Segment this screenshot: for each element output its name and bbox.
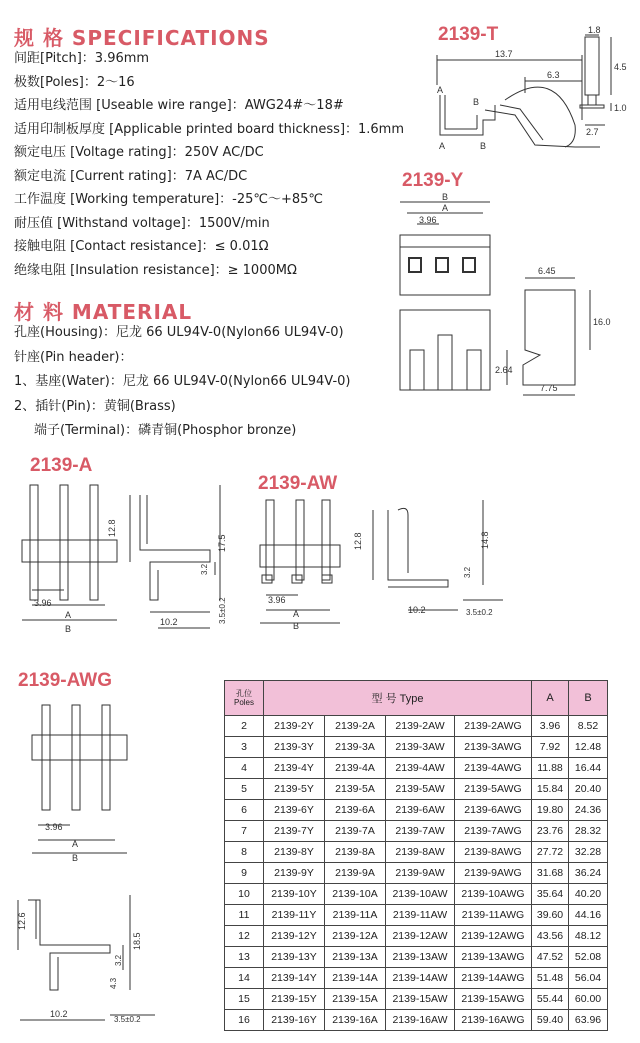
header-poles-en: Poles [233, 698, 254, 707]
table-cell-aw-model: 2139-14AW [386, 968, 455, 989]
table-row [225, 737, 608, 758]
table-cell-dim-b: 44.16 [569, 905, 608, 926]
table-cell-aw-model: 2139-9AW [386, 863, 455, 884]
table-cell-awg-model: 2139-4AWG [455, 758, 532, 779]
table-cell-dim-b: 52.08 [569, 947, 608, 968]
header-2139-aw-drawing [248, 495, 508, 635]
a-175-label: 17.5 [217, 534, 227, 552]
table-cell-y-model: 2139-15Y [264, 989, 325, 1010]
housing-2139-y-drawing [395, 190, 635, 400]
table-cell-poles: 16 [225, 1010, 264, 1031]
table-cell-dim-b: 56.04 [569, 968, 608, 989]
header-poles [225, 681, 264, 716]
spec-item-contact-resistance: 接触电阻 [Contact resistance]：≤ 0.01Ω [14, 239, 269, 254]
table-cell-a-model: 2139-3A [325, 737, 386, 758]
table-cell-a-model: 2139-10A [325, 884, 386, 905]
model-title-2139-t: 2139-T [438, 24, 499, 45]
model-title-2139-aw: 2139-AW [258, 473, 338, 494]
table-cell-poles: 6 [225, 800, 264, 821]
table-cell-poles: 12 [225, 926, 264, 947]
aw-a-label: A [293, 609, 300, 619]
table-cell-dim-b: 24.36 [569, 800, 608, 821]
table-cell-dim-a: 15.84 [532, 779, 569, 800]
table-cell-awg-model: 2139-11AWG [455, 905, 532, 926]
table-cell-dim-a: 19.80 [532, 800, 569, 821]
a-32-label: 3.2 [200, 563, 209, 575]
table-cell-dim-a: 7.92 [532, 737, 569, 758]
y-b-label: B [442, 192, 449, 202]
material-base: 1、基座(Water)：尼龙 66 UL94V-0(Nylon66 UL94V-0) [14, 374, 351, 389]
table-row [225, 758, 608, 779]
table-cell-y-model: 2139-3Y [264, 737, 325, 758]
a-a-label: A [65, 610, 72, 620]
table-cell-poles: 5 [225, 779, 264, 800]
spec-item-wire-range: 适用电线范围 [Useable wire range]：AWG24#～18# [14, 98, 344, 113]
table-cell-awg-model: 2139-2AWG [455, 716, 532, 737]
spec-item-voltage: 额定电压 [Voltage rating]：250V AC/DC [14, 145, 264, 160]
a-pitch-label: 3.96 [34, 598, 52, 608]
t-b-label-top: B [473, 97, 480, 107]
table-row [225, 842, 608, 863]
table-cell-dim-a: 47.52 [532, 947, 569, 968]
table-row [225, 863, 608, 884]
header-a: A [532, 681, 569, 716]
table-cell-a-model: 2139-11A [325, 905, 386, 926]
table-cell-dim-b: 20.40 [569, 779, 608, 800]
table-cell-dim-b: 12.48 [569, 737, 608, 758]
table-cell-dim-b: 60.00 [569, 989, 608, 1010]
table-cell-poles: 2 [225, 716, 264, 737]
table-cell-awg-model: 2139-12AWG [455, 926, 532, 947]
table-cell-aw-model: 2139-4AW [386, 758, 455, 779]
header-type: 型 号 Type [264, 681, 532, 716]
spec-item-board-thickness: 适用印制板厚度 [Applicable printed board thickness]：1.6mm [14, 121, 405, 137]
table-cell-y-model: 2139-5Y [264, 779, 325, 800]
table-cell-dim-b: 28.32 [569, 821, 608, 842]
table-cell-y-model: 2139-2Y [264, 716, 325, 737]
table-row [225, 926, 608, 947]
awg-pitch-label: 3.96 [45, 822, 63, 832]
y-264-label: 2.64 [495, 365, 513, 375]
table-cell-dim-a: 27.72 [532, 842, 569, 863]
spec-list [14, 47, 404, 282]
t-27-label: 2.7 [586, 127, 599, 137]
aw-b-label: B [293, 621, 300, 631]
table-cell-awg-model: 2139-8AWG [455, 842, 532, 863]
table-cell-y-model: 2139-12Y [264, 926, 325, 947]
table-cell-a-model: 2139-6A [325, 800, 386, 821]
table-cell-aw-model: 2139-10AW [386, 884, 455, 905]
table-cell-poles: 4 [225, 758, 264, 779]
t-a-label-bottom: A [439, 141, 446, 151]
table-cell-a-model: 2139-7A [325, 821, 386, 842]
table-cell-a-model: 2139-2A [325, 716, 386, 737]
table-cell-awg-model: 2139-6AWG [455, 800, 532, 821]
table-cell-a-model: 2139-16A [325, 1010, 386, 1031]
header-2139-awg-drawing [10, 695, 215, 1030]
t-18-label: 1.8 [588, 25, 601, 35]
table-cell-y-model: 2139-7Y [264, 821, 325, 842]
specifications-title: 规 格 SPECIFICATIONS [14, 26, 270, 50]
y-pitch-label: 3.96 [419, 215, 437, 225]
material-pin-header: 针座(Pin header)： [14, 349, 133, 365]
aw-102-label: 10.2 [408, 605, 426, 615]
table-cell-a-model: 2139-8A [325, 842, 386, 863]
t-len-label: 13.7 [495, 49, 513, 59]
table-row [225, 1010, 608, 1031]
table-cell-awg-model: 2139-9AWG [455, 863, 532, 884]
table-header-row [225, 681, 608, 716]
table-row [225, 800, 608, 821]
table-cell-a-model: 2139-5A [325, 779, 386, 800]
table-cell-poles: 9 [225, 863, 264, 884]
header-poles-cn: 孔位 [236, 689, 252, 698]
table-cell-aw-model: 2139-11AW [386, 905, 455, 926]
spec-item-poles: 极数[Poles]：2～16 [14, 74, 135, 90]
aw-pitch-label: 3.96 [268, 595, 286, 605]
table-cell-dim-b: 8.52 [569, 716, 608, 737]
table-cell-poles: 10 [225, 884, 264, 905]
table-cell-dim-b: 63.96 [569, 1010, 608, 1031]
table-cell-awg-model: 2139-14AWG [455, 968, 532, 989]
aw-32-label: 3.2 [463, 566, 472, 578]
table-cell-dim-a: 35.64 [532, 884, 569, 905]
table-cell-awg-model: 2139-13AWG [455, 947, 532, 968]
table-cell-dim-a: 23.76 [532, 821, 569, 842]
table-cell-aw-model: 2139-8AW [386, 842, 455, 863]
spec-item-pitch: 间距[Pitch]：3.96mm [14, 51, 150, 66]
table-cell-poles: 7 [225, 821, 264, 842]
table-cell-dim-b: 36.24 [569, 863, 608, 884]
table-cell-aw-model: 2139-12AW [386, 926, 455, 947]
table-cell-dim-a: 43.56 [532, 926, 569, 947]
aw-128-label: 12.8 [353, 532, 363, 550]
table-cell-dim-a: 59.40 [532, 1010, 569, 1031]
model-title-2139-a: 2139-A [30, 455, 93, 476]
table-cell-awg-model: 2139-10AWG [455, 884, 532, 905]
model-table [224, 680, 608, 1031]
table-cell-aw-model: 2139-5AW [386, 779, 455, 800]
t-a-label-top: A [437, 85, 444, 95]
table-cell-awg-model: 2139-16AWG [455, 1010, 532, 1031]
material-list [14, 321, 350, 444]
table-cell-y-model: 2139-11Y [264, 905, 325, 926]
table-cell-dim-a: 3.96 [532, 716, 569, 737]
table-cell-y-model: 2139-6Y [264, 800, 325, 821]
material-title: 材 料 MATERIAL [14, 300, 193, 324]
header-2139-a-drawing [10, 480, 240, 645]
table-row [225, 968, 608, 989]
table-cell-awg-model: 2139-15AWG [455, 989, 532, 1010]
aw-35-label: 3.5±0.2 [466, 608, 493, 617]
table-row [225, 947, 608, 968]
spec-item-temperature: 工作温度 [Working temperature]：-25℃～+85℃ [14, 192, 324, 207]
table-cell-dim-b: 16.44 [569, 758, 608, 779]
table-cell-aw-model: 2139-16AW [386, 1010, 455, 1031]
table-cell-y-model: 2139-14Y [264, 968, 325, 989]
table-cell-dim-b: 32.28 [569, 842, 608, 863]
table-cell-poles: 13 [225, 947, 264, 968]
a-b-label: B [65, 624, 72, 634]
table-cell-y-model: 2139-4Y [264, 758, 325, 779]
t-45-label: 4.5 [614, 62, 627, 72]
table-cell-aw-model: 2139-6AW [386, 800, 455, 821]
a-35-label: 3.5±0.2 [218, 597, 227, 624]
spec-item-withstand: 耐压值 [Withstand voltage]：1500V/min [14, 215, 270, 231]
table-cell-aw-model: 2139-3AW [386, 737, 455, 758]
table-cell-aw-model: 2139-15AW [386, 989, 455, 1010]
poles-table [224, 680, 608, 1031]
table-cell-dim-a: 31.68 [532, 863, 569, 884]
awg-b-label: B [72, 853, 79, 863]
table-cell-poles: 8 [225, 842, 264, 863]
y-645-label: 6.45 [538, 266, 556, 276]
table-row [225, 716, 608, 737]
awg-32-label: 3.2 [114, 954, 123, 966]
material-housing: 孔座(Housing)：尼龙 66 UL94V-0(Nylon66 UL94V-0) [14, 325, 344, 340]
table-row [225, 884, 608, 905]
y-160-label: 16.0 [593, 317, 611, 327]
awg-126-label: 12.6 [17, 912, 27, 930]
table-body [225, 716, 608, 1031]
table-cell-y-model: 2139-8Y [264, 842, 325, 863]
y-a-label: A [442, 203, 449, 213]
t-b-label-bottom: B [480, 141, 487, 151]
table-cell-awg-model: 2139-7AWG [455, 821, 532, 842]
model-title-2139-awg: 2139-AWG [18, 670, 112, 691]
table-cell-a-model: 2139-13A [325, 947, 386, 968]
table-row [225, 779, 608, 800]
material-terminal: 端子(Terminal)：磷青铜(Phosphor bronze) [34, 423, 297, 438]
aw-148-label: 14.8 [480, 531, 490, 549]
spec-item-current: 额定电流 [Current rating]：7A AC/DC [14, 168, 248, 184]
table-cell-dim-a: 55.44 [532, 989, 569, 1010]
table-cell-y-model: 2139-10Y [264, 884, 325, 905]
table-cell-y-model: 2139-13Y [264, 947, 325, 968]
awg-a-label: A [72, 839, 79, 849]
terminal-2139-t-drawing [425, 25, 640, 165]
awg-185-label: 18.5 [132, 932, 142, 950]
spec-item-insulation: 绝缘电阻 [Insulation resistance]：≥ 1000MΩ [14, 262, 297, 278]
header-b: B [569, 681, 608, 716]
table-cell-poles: 11 [225, 905, 264, 926]
awg-43-label: 4.3 [109, 977, 118, 989]
table-cell-a-model: 2139-4A [325, 758, 386, 779]
table-cell-a-model: 2139-15A [325, 989, 386, 1010]
table-cell-dim-a: 11.88 [532, 758, 569, 779]
a-128-label: 12.8 [107, 519, 117, 537]
table-cell-a-model: 2139-9A [325, 863, 386, 884]
table-cell-dim-b: 48.12 [569, 926, 608, 947]
table-cell-a-model: 2139-14A [325, 968, 386, 989]
a-102-label: 10.2 [160, 617, 178, 627]
table-cell-aw-model: 2139-7AW [386, 821, 455, 842]
table-cell-dim-b: 40.20 [569, 884, 608, 905]
table-cell-aw-model: 2139-2AW [386, 716, 455, 737]
table-cell-poles: 3 [225, 737, 264, 758]
table-cell-poles: 14 [225, 968, 264, 989]
t-63-label: 6.3 [547, 70, 560, 80]
table-cell-awg-model: 2139-3AWG [455, 737, 532, 758]
table-cell-aw-model: 2139-13AW [386, 947, 455, 968]
table-cell-dim-a: 39.60 [532, 905, 569, 926]
table-row [225, 821, 608, 842]
t-10-label: 1.0 [614, 103, 627, 113]
table-cell-awg-model: 2139-5AWG [455, 779, 532, 800]
table-cell-y-model: 2139-16Y [264, 1010, 325, 1031]
awg-102-label: 10.2 [50, 1009, 68, 1019]
table-row [225, 989, 608, 1010]
y-775-label: 7.75 [540, 383, 558, 393]
awg-35-label: 3.5±0.2 [114, 1015, 141, 1024]
model-title-2139-y: 2139-Y [402, 170, 464, 191]
table-cell-a-model: 2139-12A [325, 926, 386, 947]
material-pin: 2、插针(Pin)：黄铜(Brass) [14, 398, 176, 414]
table-cell-poles: 15 [225, 989, 264, 1010]
table-cell-y-model: 2139-9Y [264, 863, 325, 884]
table-row [225, 905, 608, 926]
table-cell-dim-a: 51.48 [532, 968, 569, 989]
